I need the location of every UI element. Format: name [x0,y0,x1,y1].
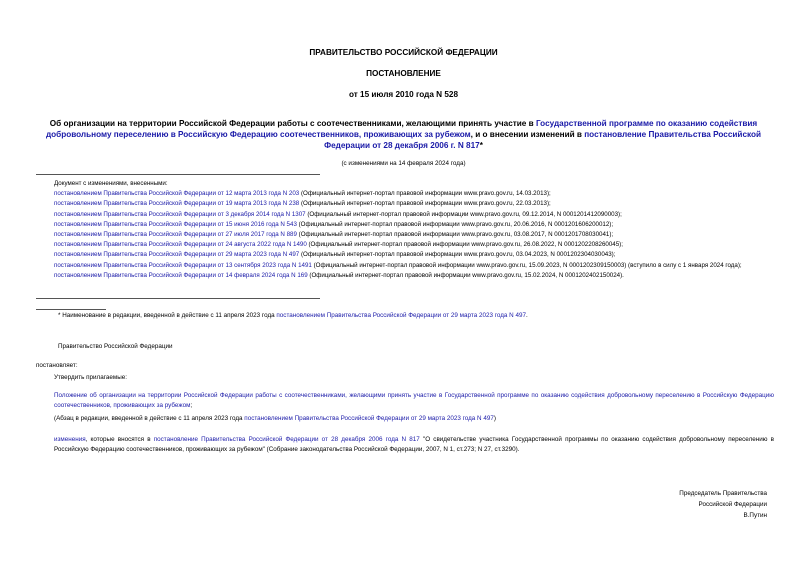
change-item-link[interactable]: постановлением Правительства Российской Федерации от 12 марта 2013 года N 203 [54,190,300,198]
change-item-link[interactable]: постановлением Правительства Российской Федерации от 24 августа 2022 года N 1490 [54,241,307,249]
signature-title: Председатель Правительства [679,490,767,497]
footnote-end: . [525,312,528,319]
change-item-text: (Официальный интернет-портал правовой информации www.pravo.gov.ru, 03.04.2023, N 0001202304030043); [299,251,616,259]
title-asterisk: * [479,141,483,150]
title-text-2: , и о внесении изменений в [470,130,585,139]
signature-block [567,489,767,521]
item-2-paragraph [54,435,774,455]
item-1-note-link[interactable]: постановлением Правительства Российской Федерации от 29 марта 2023 года N 497 [244,415,494,422]
change-item [54,261,774,271]
document-type: ПОСТАНОВЛЕНИЕ [366,69,441,78]
change-item [54,220,774,230]
item-1-link[interactable]: Положение об организации на территории Российской Федерации работы с соотечественниками, желающими принять участие в Государственной программе по оказанию содействия добровольному переселению в Российскую Федерацию соотечественников, проживающих за рубежом [54,392,774,410]
change-item-link[interactable]: постановлением Правительства Российской Федерации от 14 февраля 2024 года N 169 [54,271,308,279]
divider-top [36,174,320,175]
title-link-resolution-817[interactable]: постановление Правительства Российской Федерации от 28 декабря 2006 г. N 817 [324,130,762,150]
change-item-link[interactable]: постановлением Правительства Российской Федерации от 29 марта 2023 года N 497 [54,251,300,259]
change-item-text: (Официальный интернет-портал правовой информации www.pravo.gov.ru, 14.03.2013); [299,190,551,198]
item-1-note-end: ) [493,415,496,422]
item-2-text-2: "О свидетельстве участника Государственной программы по оказанию содействия добровольному переселению в Российскую Федерацию соотечественников, проживающих за рубежом" (Собрание законодательства Российской Федерации, 2007, N 1, ст.273; N 27, ст.3290). [54,436,774,454]
change-item-text: (Официальный интернет-портал правовой информации www.pravo.gov.ru, 09.12.2014, N 0001201412090003); [305,210,622,218]
change-item-text: (Официальный интернет-портал правовой информации www.pravo.gov.ru, 15.02.2024, N 0001202402150024). [307,271,624,279]
change-item-text: (Официальный интернет-портал правовой информации www.pravo.gov.ru, 26.08.2022, N 0001202208260045); [306,241,623,249]
change-item [54,199,774,209]
resolves-line: постановляет: [36,362,78,369]
change-item-link[interactable]: постановлением Правительства Российской Федерации от 15 июня 2016 года N 543 [54,220,297,228]
edition-note: (с изменениями на 14 февраля 2024 года) [341,160,466,167]
item-1-note-text: (Абзац в редакции, введенной в действие с 11 апреля 2023 года [54,415,245,422]
footnote-link[interactable]: постановлением Правительства Российской Федерации от 29 марта 2023 года N 497 [276,312,526,319]
item-2-text-1: , которые вносятся в [85,436,154,443]
government-line: Правительство Российской Федерации [58,343,173,350]
item-2-link-changes[interactable]: изменения [54,436,86,443]
government-heading: ПРАВИТЕЛЬСТВО РОССИЙСКОЙ ФЕДЕРАЦИИ [309,48,498,57]
change-item [54,210,774,220]
change-item-link[interactable]: постановлением Правительства Российской Федерации от 3 декабря 2014 года N 1307 [54,210,306,218]
change-list [54,179,774,281]
signature-name: В.Путин [743,511,767,519]
item-1-note [54,414,774,424]
item-1-paragraph [54,391,774,411]
document-title [30,118,777,151]
title-text-1: Об организации на территории Российской Федерации работы с соотечественниками, желающими принять участие в [49,119,536,128]
change-item [54,250,774,260]
change-item-text: (Официальный интернет-портал правовой информации www.pravo.gov.ru, 22.03.2013); [299,200,551,208]
item-2-link-resolution-817[interactable]: постановление Правительства Российской Федерации от 28 декабря 2006 года N 817 [153,436,420,443]
change-item-link[interactable]: постановлением Правительства Российской Федерации от 19 марта 2013 года N 238 [54,200,300,208]
change-item-link[interactable]: постановлением Правительства Российской Федерации от 13 сентября 2023 года N 1491 [54,261,312,269]
document-date-number: от 15 июля 2010 года N 528 [348,90,459,99]
footnote [58,312,528,319]
change-item [54,271,774,281]
change-item [54,240,774,250]
change-list-intro: Документ с изменениями, внесенными: [54,180,168,187]
change-item-text: (Официальный интернет-портал правовой информации www.pravo.gov.ru, 15.09.2023, N 0001202309150003) (вступило в силу с 1 января 2024 года); [311,261,742,269]
change-item [54,189,774,199]
change-item-text: (Официальный интернет-портал правовой информации www.pravo.gov.ru, 03.08.2017, N 0001201708030041); [296,231,614,239]
change-item [54,230,774,240]
footnote-text: * Наименование в редакции, введенной в действие с 11 апреля 2023 года [58,312,277,319]
change-item-text: (Официальный интернет-портал правовой информации www.pravo.gov.ru, 20.06.2016, N 0001201606200012); [296,220,614,228]
item-1-end: ; [190,402,193,410]
footnote-divider [36,309,106,310]
divider-bottom [36,298,320,299]
signature-org: Российской Федерации [698,500,767,508]
title-link-program[interactable]: Государственной программе по оказанию содействия добровольному переселению в Российскую Федерацию соотечественников, проживающих за рубежом [45,119,758,139]
approve-line: Утвердить прилагаемые: [54,374,127,381]
change-item-link[interactable]: постановлением Правительства Российской Федерации от 27 июля 2017 года N 889 [54,231,297,239]
